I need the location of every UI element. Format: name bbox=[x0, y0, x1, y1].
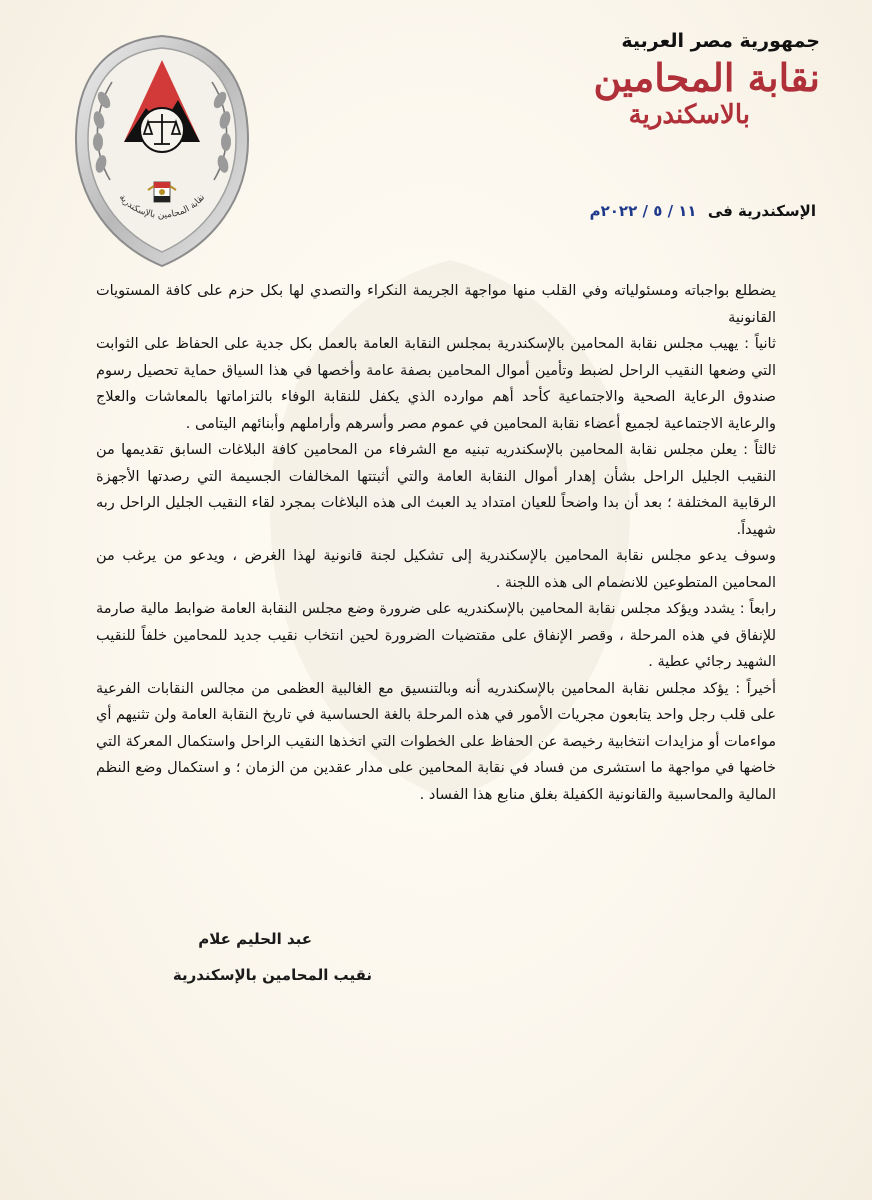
country-name: جمهورية مصر العربية bbox=[621, 30, 820, 52]
paragraph-committee: وسوف يدعو مجلس نقابة المحامين بالإسكندرية إلى تشكيل لجنة قانونية لهذا الغرض ، ويدعو من يرغب من المحامين المتطوعين للانضمام الى هذه اللجنة . bbox=[96, 548, 776, 591]
syndicate-city: بالاسكندرية bbox=[628, 100, 750, 130]
paragraph-third: ثالثاً : يعلن مجلس نقابة المحامين بالإسكندريه تبنيه مع الشرفاء من المحامين كافة البلاغات السابق تقديمها من النقيب الجليل الراحل بشأن إهدار أموال النقابة العامة والتي أثبتتها المخالفات الجسيمة التي رصدتها الأجهزة الرقابية المختلفة ؛ بعد أن بدا واضحاً للعيان امتداد يد العبث الى هذه البلاغات بمجرد لقاء النقيب الجليل الراحل ربه شهيداً. bbox=[96, 442, 776, 538]
logo-ring-text: نقابة المحامين بالإسكندرية bbox=[116, 192, 208, 221]
syndicate-logo-icon bbox=[72, 30, 252, 270]
letter-body bbox=[96, 278, 776, 808]
date-value: ١١ / ٥ / ٢٠٢٢م bbox=[589, 202, 697, 220]
paragraph-second: ثانياً : يهيب مجلس نقابة المحامين بالإسكندرية بمجلس النقابة العامة بالعمل بكل جدية على الحفاظ على الثوابت التي وضعها النقيب الراحل لضبط وتأمين أموال المحامين بصفة عامة وأخصها في هذا السياق حماية تحصيل رسوم صندوق الرعاية الصحية والاجتماعية كأحد أهم موارده الذي يكفل للنقابة الوفاء بالتزاماتها بالمعاشات والعلاج والرعاية الاجتماعية لجميع أعضاء نقابة المحامين في عموم مصر وأسرهم وأراملهم وأبنائهم اليتامى . bbox=[96, 336, 776, 432]
paragraph-finally: أخيراً : يؤكد مجلس نقابة المحامين بالإسكندريه أنه وبالتنسيق مع الغالبية العظمى من مجالس النقابات الفرعية على قلب رجل واحد يتابعون مجريات الأمور في هذه المرحلة بالغة الحساسية في تاريخ النقابة العامة ولن تثنيهم أي مواءمات أو مزايدات انتخابية رخيصة عن الحفاظ على الخطوات التي اتخذها النقيب الراحل واستكمال المعركة التي خاضها في مواجهة ما استشرى من فساد في نقابة المحامين على مدار عقدين من الزمان ؛ و استكمال وضع النظم المالية والمحاسبية والقانونية الكفيلة بغلق منابع هذا الفساد . bbox=[96, 680, 776, 803]
date-line bbox=[590, 202, 816, 220]
syndicate-name: نقابة المحامين bbox=[593, 55, 820, 100]
date-label: الإسكندرية فى bbox=[707, 202, 816, 220]
letterhead bbox=[550, 30, 820, 130]
paragraph-intro: يضطلع بواجباته ومسئولياته وفي القلب منها مواجهة الجريمة النكراء والتصدي لها بكل حزم على كافة المستويات القانونية bbox=[96, 283, 776, 326]
signatory-title: نقيب المحامين بالإسكندرية bbox=[172, 966, 372, 984]
signatory-name: عبد الحليم علام bbox=[198, 930, 312, 948]
paragraph-fourth: رابعاً : يشدد ويؤكد مجلس نقابة المحامين بالإسكندريه على ضرورة وضع مجلس النقابة العامة ضوابط مالية صارمة للإنفاق في هذه المرحلة ، وقصر الإنفاق على مقتضيات الضرورة لحين انتخاب نقيب جديد للمحامين خلفاً للنقيب الشهيد رجائي عطية . bbox=[96, 601, 776, 670]
